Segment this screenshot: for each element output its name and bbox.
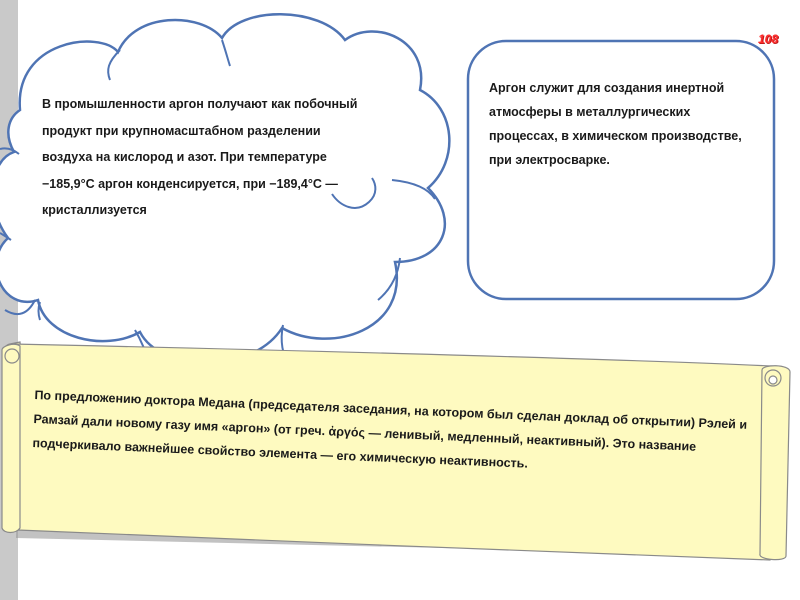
cloud-text: В промышленности аргон получают как побочный продукт при крупномасштабном разделении воздуха на кислород и азот. При температуре −185,9°C аргон конденсируется, при −189,4°C — кристаллизуется <box>42 97 358 217</box>
card-text: Аргон служит для создания инертной атмосферы в металлургических процессах, в химическом производстве, при электросварке. <box>489 81 742 167</box>
scroll-text: По предложению доктора Медана (председателя заседания, на котором был сделан доклад об открытии) Рэлей и Рамзай дали новому газу имя «аргон» (от греч. ἀργός — ленивый, медленный, неактивный). Это название подчеркивало важнейшее свойство элемента — его химическую неактивность. <box>32 387 748 471</box>
slide-number: 108 <box>757 32 778 46</box>
